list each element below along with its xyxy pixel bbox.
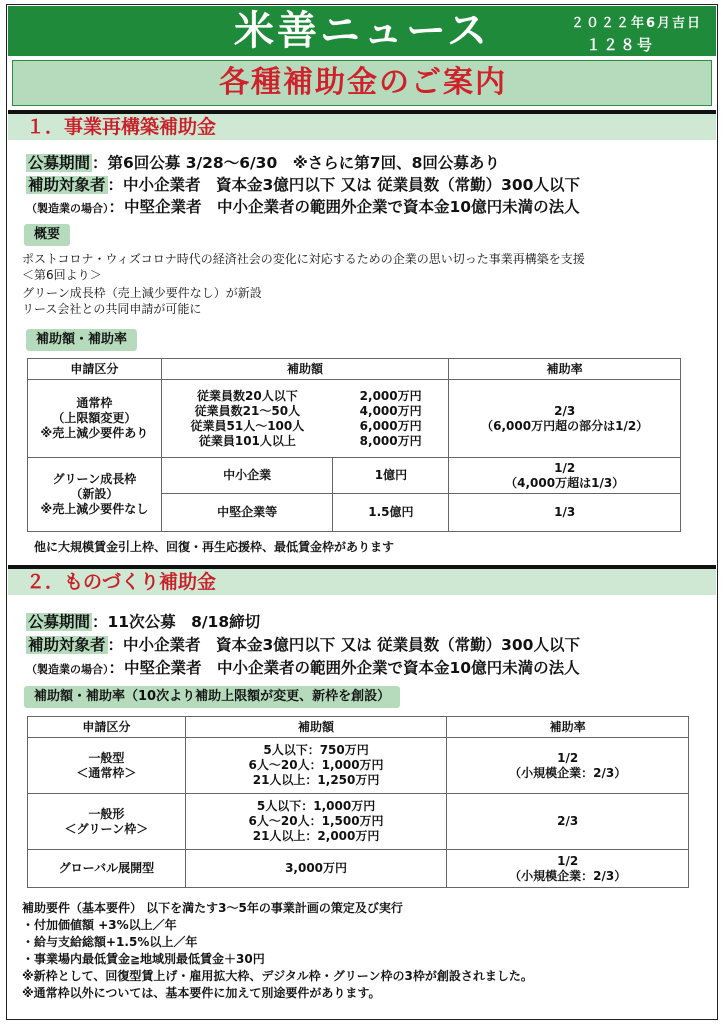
sec1-r1-emp-3: 従業員51人～100人 (190, 418, 305, 433)
sec2-r1-rate-1: 1/2 (557, 750, 579, 765)
sec2-req-4: ・事業場内最低賃金≧地域別最低賃金＋30円 (22, 952, 265, 966)
sec2-r1-amt-3: 21人以上：1,250万円 (252, 773, 380, 787)
sec1-note: 他に大規模賃金引上枠、回復・再生応援枠、最低賃金枠があります (34, 540, 395, 554)
sec1-overview-line-4: リース会社との共同申請が可能に (22, 302, 202, 316)
sec1-row-green-sme (28, 458, 681, 494)
sec2-r2-cat-2: ＜グリーン枠＞ (64, 821, 149, 836)
sec2-target (26, 635, 580, 655)
sec2-req-6: ※通常枠以外については、基本要件に加えて別途要件があります。 (22, 986, 381, 1000)
sec2-req-1: 補助要件（基本要件） 以下を満たす3～5年の事業計画の策定及び実行 (22, 901, 403, 915)
sec2-req-2: ・付加価値額 +3%以上／年 (22, 918, 177, 932)
sec1-target (26, 175, 580, 195)
page-banner (12, 60, 712, 106)
sec2-mfg (26, 658, 580, 680)
sec2-period (26, 612, 260, 632)
sec2-r2-amt-3: 21人以上：2,000万円 (252, 829, 380, 843)
sec1-r2-cat-1: グリーン成長枠 (52, 472, 137, 486)
sec1-r1-amt-3: 6,000万円 (359, 418, 422, 433)
sec1-overview-line-2: ＜第6回より＞ (22, 268, 102, 282)
sec2-r3-rate-2: （小規模企業：2/3） (509, 868, 627, 883)
sec2-req-3: ・給与支給総額+1.5%以上／年 (22, 935, 198, 949)
sec1-r2b-type: 中堅企業等 (161, 494, 333, 532)
sec1-rate-pill: 補助額・補助率 (26, 329, 137, 351)
sec1-r1-emp-4: 従業員101人以上 (198, 433, 296, 448)
sec1-r1-cat-2: （上限額変更） (52, 411, 137, 425)
sec1-target-label: 補助対象者 (28, 176, 106, 194)
sec2-r2-rate: 2/3 (447, 794, 689, 850)
sec1-th-category: 申請区分 (28, 359, 162, 380)
section-1-heading (8, 110, 716, 140)
section-2-title: ２．ものづくり補助金 (26, 571, 217, 593)
issue-date: ２０２２年6月吉日 (570, 16, 702, 31)
sec2-r3-amt: 3,000万円 (185, 850, 447, 888)
sec1-row-normal (28, 380, 681, 458)
masthead (8, 6, 716, 56)
sec2-table (27, 716, 689, 888)
sec1-r1-amt-4: 8,000万円 (359, 433, 422, 448)
sec2-period-value: ：11次公募 8/18締切 (92, 613, 261, 631)
sec2-row-global (28, 850, 689, 888)
sec2-row-general (28, 738, 689, 794)
newsletter-title: 米善ニュース (234, 8, 490, 54)
sec1-r1-cat-3: ※売上減少要件あり (40, 426, 149, 440)
sec1-th-amount: 補助額 (161, 359, 449, 380)
sec1-r2-cat-3: ※売上減少要件なし (40, 502, 149, 516)
sec1-r2b-rate: 1/3 (449, 494, 681, 532)
sec1-overview-pill: 概要 (24, 224, 70, 246)
sec1-target-value: ：中小企業者 資本金3億円以下 又は 従業員数（常勤）300人以下 (107, 176, 580, 194)
sec1-r1-cat-1: 通常枠 (76, 396, 113, 410)
sec2-r1-cat-2: ＜通常枠＞ (76, 765, 137, 780)
sec1-r2a-rate-2: （4,000万超は1/3） (505, 475, 625, 490)
sec1-r1-emp-1: 従業員数20人以下 (197, 388, 298, 403)
sec1-r1-amt-1: 2,000万円 (359, 388, 422, 403)
sec1-r2b-amt: 1.5億円 (333, 494, 449, 532)
sec1-th-rate: 補助率 (449, 359, 681, 380)
sec1-period (26, 153, 500, 173)
sec1-mfg (26, 197, 580, 219)
sec2-r3-cat: グローバル展開型 (28, 850, 186, 888)
sec2-rate-pill: 補助額・補助率（10次より補助上限額が変更、新枠を創設） (24, 686, 400, 708)
section-2-heading (8, 565, 716, 595)
sec2-r2-cat-1: 一般形 (88, 806, 125, 821)
sec2-r1-rate-2: （小規模企業：2/3） (509, 765, 627, 780)
sec2-r1-cat-1: 一般型 (88, 750, 125, 765)
sec1-r1-rate-2: （6,000万円超の部分は1/2） (481, 418, 649, 433)
section-1-title: １．事業再構築補助金 (26, 116, 217, 138)
sec1-mfg-value: ：中堅企業者 中小企業者の範囲外企業で資本金10億円未満の法人 (108, 198, 580, 216)
sec1-r2a-type: 中小企業 (161, 458, 333, 494)
sec2-mfg-value: ：中堅企業者 中小企業者の範囲外企業で資本金10億円未満の法人 (108, 659, 580, 677)
sec2-r1-amt-1: 5人以下：750万円 (263, 743, 369, 757)
sec1-table (27, 358, 681, 532)
sec1-r1-amt-2: 4,000万円 (359, 403, 422, 418)
sec2-target-value: ：中小企業者 資本金3億円以下 又は 従業員数（常勤）300人以下 (107, 636, 580, 654)
sec1-r2a-amt: 1億円 (333, 458, 449, 494)
sec2-r3-rate-1: 1/2 (557, 853, 579, 868)
sec1-overview-line-1: ポストコロナ・ウィズコロナ時代の経済社会の変化に対応するための企業の思い切った事業再構築を支援 (22, 252, 585, 266)
sec2-r1-amt-2: 6人～20人：1,000万円 (248, 758, 384, 772)
issue-number: １２８号 (585, 36, 654, 54)
sec1-r1-emp-2: 従業員数21～50人 (194, 403, 301, 418)
sec2-target-label: 補助対象者 (28, 636, 106, 654)
sec1-r2a-rate-1: 1/2 (554, 460, 576, 475)
sec2-r2-amt-2: 6人～20人：1,500万円 (248, 814, 384, 828)
banner-title: 各種補助金のご案内 (219, 65, 507, 100)
sec2-th-amount: 補助額 (185, 717, 447, 738)
sec1-overview-line-3: グリーン成長枠（売上減少要件なし）が新設 (22, 286, 262, 300)
sec1-period-label: 公募期間 (28, 154, 91, 172)
sec1-period-value: ：第6回公募 3/28～6/30 ※さらに第7回、8回公募あり (92, 154, 500, 172)
sec2-r2-amt-1: 5人以下：1,000万円 (256, 799, 376, 813)
sec2-row-green (28, 794, 689, 850)
sec1-r1-rate-1: 2/3 (554, 403, 576, 418)
sec1-mfg-label: （製造業の場合） (26, 202, 109, 215)
sec2-mfg-label: （製造業の場合） (26, 663, 109, 676)
sec2-th-rate: 補助率 (447, 717, 689, 738)
sec2-th-category: 申請区分 (28, 717, 186, 738)
sec2-period-label: 公募期間 (28, 613, 91, 631)
sec2-req-5: ※新枠として、回復型賃上げ・雇用拡大枠、デジタル枠・グリーン枠の3枠が創設されました。 (22, 969, 533, 983)
sec1-r2-cat-2: （新設） (70, 487, 119, 501)
